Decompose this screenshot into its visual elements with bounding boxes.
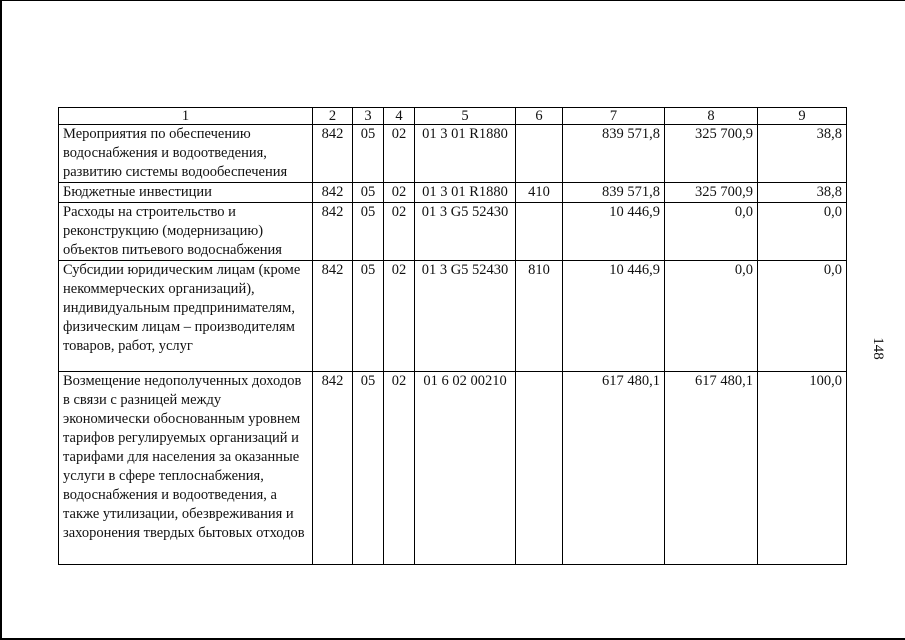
actual-amount: 0,0 bbox=[665, 203, 758, 261]
col-header: 4 bbox=[384, 108, 415, 125]
plan-amount: 839 571,8 bbox=[563, 125, 665, 183]
expense-name: Мероприятия по обеспечению водоснабжения и водоотведения, развитию системы водообеспечения bbox=[59, 125, 313, 183]
table-row bbox=[59, 261, 847, 372]
execution-percent: 0,0 bbox=[758, 203, 847, 261]
expense-name: Субсидии юридическим лицам (кроме некоммерческих организаций), индивидуальным предпринимателям, физическим лицам – производителям товаров, работ, услуг bbox=[59, 261, 313, 372]
subsection-code: 02 bbox=[384, 261, 415, 372]
section-code: 05 bbox=[353, 125, 384, 183]
expense-type bbox=[516, 203, 563, 261]
col-header: 3 bbox=[353, 108, 384, 125]
col-header: 5 bbox=[415, 108, 516, 125]
target-article: 01 3 G5 52430 bbox=[415, 203, 516, 261]
table-row bbox=[59, 203, 847, 261]
page-number: 148 bbox=[869, 337, 886, 360]
ministry-code: 842 bbox=[313, 183, 353, 203]
table-row bbox=[59, 372, 847, 565]
section-code: 05 bbox=[353, 261, 384, 372]
ministry-code: 842 bbox=[313, 125, 353, 183]
plan-amount: 617 480,1 bbox=[563, 372, 665, 565]
ministry-code: 842 bbox=[313, 372, 353, 565]
table-row bbox=[59, 125, 847, 183]
actual-amount: 0,0 bbox=[665, 261, 758, 372]
execution-percent: 38,8 bbox=[758, 183, 847, 203]
target-article: 01 3 01 R1880 bbox=[415, 183, 516, 203]
expense-name: Расходы на строительство и реконструкцию (модернизацию) объектов питьевого водоснабжения bbox=[59, 203, 313, 261]
actual-amount: 325 700,9 bbox=[665, 125, 758, 183]
plan-amount: 10 446,9 bbox=[563, 203, 665, 261]
actual-amount: 617 480,1 bbox=[665, 372, 758, 565]
expense-type: 410 bbox=[516, 183, 563, 203]
col-header: 9 bbox=[758, 108, 847, 125]
plan-amount: 839 571,8 bbox=[563, 183, 665, 203]
scan-border-left bbox=[0, 0, 2, 640]
col-header: 1 bbox=[59, 108, 313, 125]
subsection-code: 02 bbox=[384, 125, 415, 183]
ministry-code: 842 bbox=[313, 203, 353, 261]
section-code: 05 bbox=[353, 203, 384, 261]
column-number-row bbox=[59, 108, 847, 125]
section-code: 05 bbox=[353, 372, 384, 565]
subsection-code: 02 bbox=[384, 203, 415, 261]
expense-name: Бюджетные инвестиции bbox=[59, 183, 313, 203]
target-article: 01 3 01 R1880 bbox=[415, 125, 516, 183]
plan-amount: 10 446,9 bbox=[563, 261, 665, 372]
subsection-code: 02 bbox=[384, 372, 415, 565]
execution-percent: 0,0 bbox=[758, 261, 847, 372]
expense-type: 810 bbox=[516, 261, 563, 372]
col-header: 2 bbox=[313, 108, 353, 125]
col-header: 7 bbox=[563, 108, 665, 125]
expense-name: Возмещение недополученных доходов в связи с разницей между экономически обоснованным уровнем тарифов регулируемых организаций и тарифами для населения за оказанные услуги в сфере теплоснабжения, водоснабжения и водоотведения, а также утилизации, обезвреживания и захоронения твердых бытовых отходов bbox=[59, 372, 313, 565]
table-row bbox=[59, 183, 847, 203]
execution-percent: 100,0 bbox=[758, 372, 847, 565]
section-code: 05 bbox=[353, 183, 384, 203]
subsection-code: 02 bbox=[384, 183, 415, 203]
expense-type bbox=[516, 125, 563, 183]
actual-amount: 325 700,9 bbox=[665, 183, 758, 203]
target-article: 01 6 02 00210 bbox=[415, 372, 516, 565]
execution-percent: 38,8 bbox=[758, 125, 847, 183]
col-header: 6 bbox=[516, 108, 563, 125]
scan-border-top bbox=[0, 0, 905, 1]
ministry-code: 842 bbox=[313, 261, 353, 372]
expense-type bbox=[516, 372, 563, 565]
col-header: 8 bbox=[665, 108, 758, 125]
target-article: 01 3 G5 52430 bbox=[415, 261, 516, 372]
budget-table bbox=[58, 107, 847, 565]
